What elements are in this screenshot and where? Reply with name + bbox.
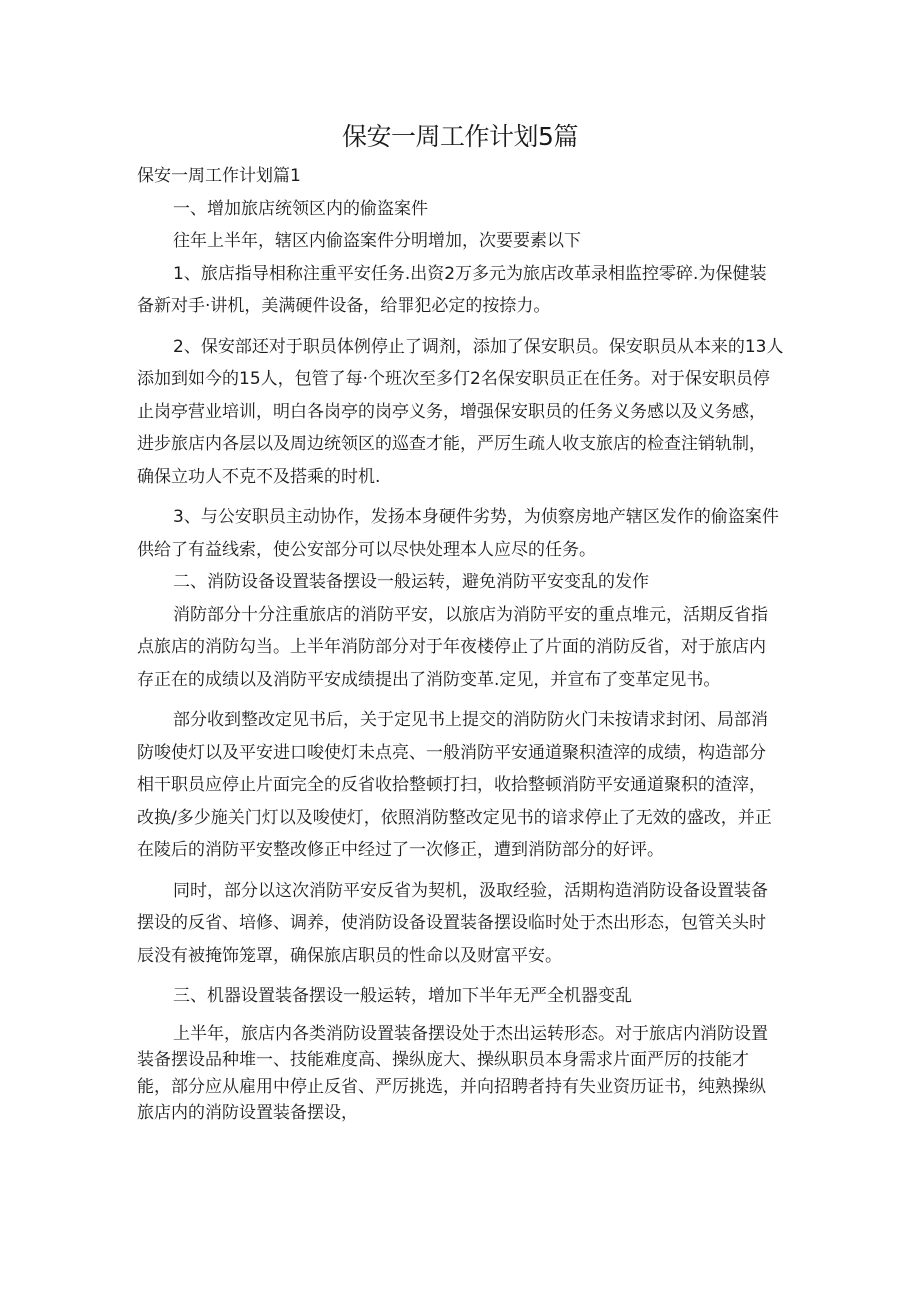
paragraph-line: 存正在的成绩以及消防平安成绩提出了消防变革.定见，并宣布了变革定见书。 [137, 669, 721, 690]
paragraph-line: 改换/多少施关门灯以及唆使灯，依照消防整改定见书的谙求停止了无效的盛改，并正 [137, 807, 772, 828]
document-title: 保安一周工作计划5篇 [342, 122, 578, 151]
paragraph-line: 1、旅店指导相称注重平安任务.出资2万多元为旅店改革录相监控零碎.为保健装 [173, 263, 767, 284]
paragraph-line: 能，部分应从雇用中停止反省、严厉挑选，并向招聘者持有失业资历证书，纯熟操纵 [137, 1076, 766, 1097]
paragraph-line: 相干职员应停止片面完全的反省收拾整顿打扫，收拾整顿消防平安通道聚积的渣滓， [137, 775, 766, 795]
paragraph-line: 旅店内的消防设置装备摆设， [137, 1103, 358, 1123]
heading-three: 三、机器设置装备摆设一般运转，增加下半年无严全机器变乱 [173, 986, 632, 1006]
paragraph-line: 在陵后的消防平安整改修正中经过了一次修正，遭到消防部分的好评。 [137, 840, 664, 860]
section-subtitle: 保安一周工作计划篇1 [137, 166, 301, 186]
paragraph-line: 点旅店的消防勾当。上半年消防部分对于年夜楼停止了片面的消防反省，对于旅店内 [137, 637, 766, 657]
paragraph-line: 摆设的反省、培修、调养，使消防设备设置装备摆设临时处于杰出形态，包管关头时 [137, 913, 766, 933]
paragraph-line: 供给了有益线索，使公安部分可以尽快处理本人应尽的任务。 [137, 539, 596, 560]
heading-one: 一、增加旅店统领区内的偷盗案件 [173, 198, 428, 219]
paragraph-line: 部分收到整改定见书后，关于定见书上提交的消防防火门未按请求封闭、局部消 [173, 710, 768, 730]
paragraph-line: 备新对手·讲机，美满硬件设备，给罪犯必定的按捺力。 [137, 296, 551, 316]
paragraph-line: 同时，部分以这次消防平安反省为契机，汲取经验，活期构造消防设备设置装备 [173, 880, 768, 901]
paragraph-line: 消防部分十分注重旅店的消防平安，以旅店为消防平安的重点堆元，活期反省指 [173, 604, 768, 625]
paragraph-line: 添加到如今的15人，包管了每·个班次至多仃2名保安职员正在任务。对于保安职员停 [137, 369, 770, 389]
paragraph-line: 辰没有被掩饰笼罩，确保旅店职员的性命以及财富平安。 [137, 945, 562, 966]
paragraph-line: 装备摆设品种堆一、技能难度高、操纵庞大、操纵职员本身需求片面严厉的技能才 [137, 1050, 749, 1070]
paragraph-line: 3、与公安职员主动协作，发扬本身硬件劣势，为侦察房地产辖区发作的偷盗案件 [173, 507, 779, 527]
paragraph-line: 确保立功人不克不及搭乘的时机. [137, 466, 381, 487]
paragraph-line: 进步旅店内各层以及周边统领区的巡查才能，严厉生疏人收支旅店的检查注销轨制， [137, 434, 766, 454]
document-body [137, 160, 787, 1127]
paragraph-line: 往年上半年，辖区内偷盗案件分明增加，次要要素以下 [173, 231, 581, 251]
paragraph-block [137, 1021, 787, 1127]
paragraph-line: 止岗亭营业培训，明白各岗亭的岗亭义务，增强保安职员的任务义务感以及义务感， [137, 401, 766, 422]
paragraph-line: 上半年，旅店内各类消防设置装备摆设处于杰出运转形态。对于旅店内消防设置 [173, 1023, 768, 1044]
paragraph-line: 2、保安部还对于职员体例停止了调剂，添加了保安职员。保安职员从本来的13人 [173, 336, 784, 357]
heading-two: 二、消防设备设置装备摆设一般运转，避免消防平安变乱的发作 [173, 572, 649, 592]
paragraph-line: 防唆使灯以及平安进口唆使灯未点亮、一般消防平安通道聚积渣滓的成绩，构造部分 [137, 742, 766, 763]
